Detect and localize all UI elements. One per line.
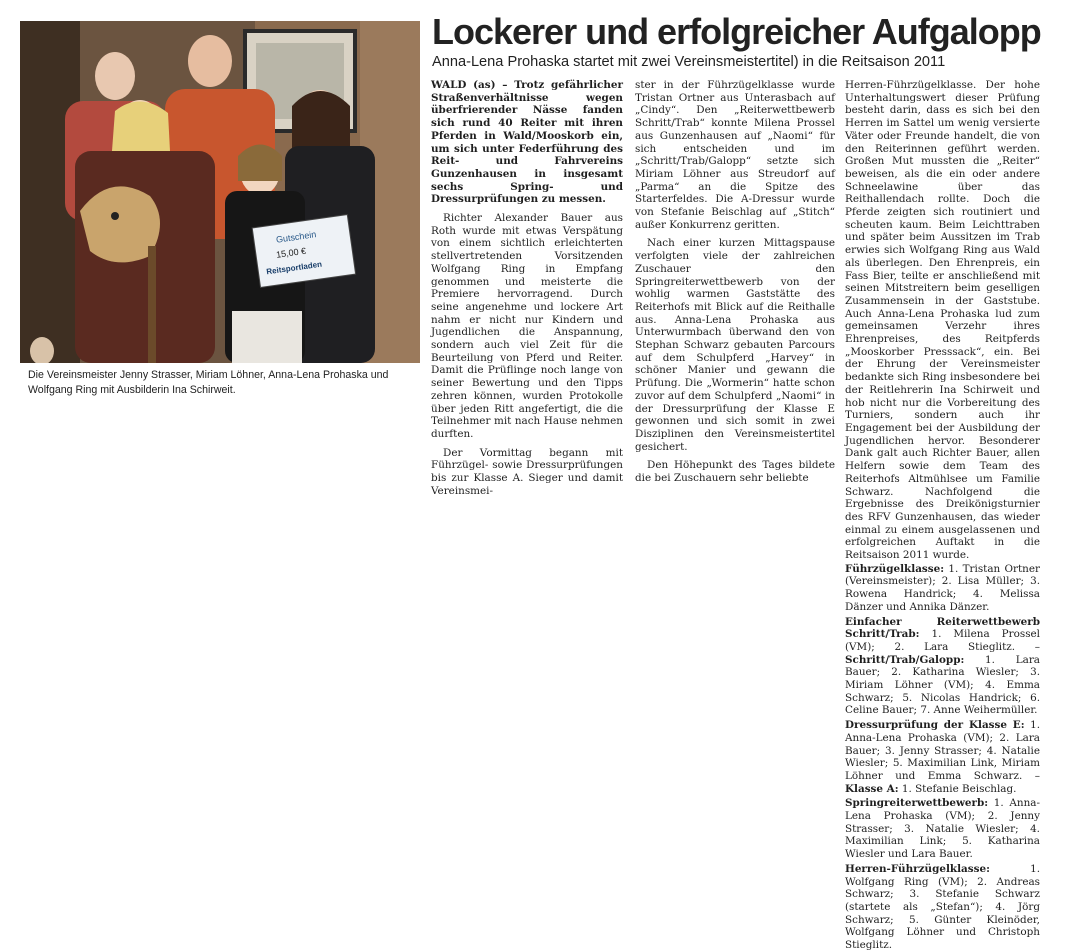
- article-column-1: [431, 79, 623, 498]
- voucher-title: Gutschein: [275, 229, 317, 245]
- result-text: 1. Milena Prossel (VM); 2. Lara Stieglitz. –: [845, 628, 1040, 653]
- article-paragraph: Richter Alexander Bauer aus Roth wurde mit etwas Verspätung von einem sichtlich erleichterten stellvertretenden Vorsitzenden Wolfgang Ring in Empfang genommen und meisterte die Premiere hervorragend. Durch seine angenehme und lockere Art nahm er nicht nur Kindern und Jugendlichen die Anspannung, sondern auch viel Zeit für die Beurteilung von Pferd und Reiter. Damit die Prüflinge noch lange von seiner Bewertung und den Tipps zehren können, wurden Protokolle über jeden Ritt angefertigt, die die Teilnehmer mit nach Hause nehmen durften.: [431, 212, 623, 440]
- result-text: 1. Anna-Lena Prohaska (VM); 2. Lara Bauer; 3. Jenny Strasser; 4. Natalie Wiesler; 5. Maximilian Link, Miriam Löhner und Emma Schwarz. –: [845, 719, 1041, 782]
- article-column-3: [845, 79, 1040, 952]
- result-entry: [845, 863, 1040, 952]
- result-label: Einfacher Reiterwettbewerb Schritt/Trab:: [845, 615, 1040, 641]
- voucher-shop: Reitsportladen: [265, 259, 323, 277]
- article-paragraph: Nach einer kurzen Mittagspause verfolgten viele der zahlreichen Zuschauer den Springreiterwettbewerb von der wohlig warmen Gaststätte des Reiterhofs mit Blick auf die Reithalle aus. Anna-Lena Prohaska aus Unterwurmbach überwand den von Stephan Schwarz gebauten Parcours auf dem Schulpferd „Harvey“ in schöner Manier und gewann die Prüfung. Die „Wormerin“ hatte schon zuvor auf dem Schulpferd „Naomi“ in der Dressurprüfung der Klasse E gewonnen und sich somit in zwei Disziplinen den Vereinsmeistertitel gesichert.: [635, 237, 835, 453]
- photo-illustration: [20, 21, 420, 363]
- result-label: Schritt/Trab/Galopp:: [845, 653, 965, 666]
- article-photo: [20, 21, 420, 363]
- article-subheadline: Anna-Lena Prohaska startet mit zwei Vereinsmeistertitel) in die Reitsaison 2011: [432, 54, 946, 70]
- voucher-amount: 15,00 €: [275, 245, 307, 260]
- result-label: Dressurprüfung der Klasse E:: [845, 719, 1025, 732]
- result-label: Führzügelklasse:: [845, 562, 945, 575]
- article-paragraph: Der Vormittag begann mit Führzügel- sowie Dressurprüfungen bis zur Klasse A. Sieger und damit Vereinsmei-: [431, 446, 623, 497]
- result-text: 1. Tristan Ortner (Vereinsmeister); 2. Lisa Müller; 3. Rowena Handrick; 4. Melissa Dänzer und Annika Dänzer.: [845, 562, 1040, 613]
- result-entry: [845, 563, 1040, 614]
- result-text: 1. Stefanie Beischlag.: [898, 782, 1017, 795]
- result-label: Herren-Führzügelklasse:: [845, 862, 990, 875]
- result-text: 1. Lara Bauer; 2. Katharina Wiesler; 3. Miriam Löhner (VM); 4. Emma Schwarz; 5. Nicolas Handrick; 6. Celine Bauer; 7. Anne Weihermüller.: [845, 653, 1040, 717]
- result-label: Klasse A:: [845, 782, 899, 795]
- article-column-2: [635, 79, 835, 485]
- result-entry: [845, 719, 1040, 795]
- result-text: 1. Wolfgang Ring (VM); 2. Andreas Schwarz; 3. Stefanie Schwarz (startete als „Stefan“); 4. Jörg Schwarz; 5. Günter Kleinöder, Wolfgang Löhner und Christoph Stieglitz.: [845, 862, 1040, 952]
- article-headline: Lockerer und erfolgreicher Aufgalopp: [432, 11, 1041, 52]
- result-text: 1. Anna-Lena Prohaska (VM); 2. Jenny Strasser; 3. Natalie Wiesler; 4. Maximilian Link; 5. Katharina Wiesler und Lara Bauer.: [845, 797, 1040, 861]
- article-paragraph: ster in der Führzügelklasse wurde Tristan Ortner aus Unterasbach auf „Cindy“. Den „Reiterwettbewerb Schritt/Trab“ konnte Milena Prossel aus Gunzenhausen auf „Naomi“ für sich entscheiden und im „Schritt/Trab/Galopp“ setzte sich Miriam Löhner aus Streudorf auf „Parma“ an die Spitze des Starterfeldes. Die A-Dressur wurde von Stefanie Beischlag auf „Stitch“ außer Konkurrenz geritten.: [635, 79, 835, 231]
- article-paragraph: Herren-Führzügelklasse. Der hohe Unterhaltungswert dieser Prüfung besteht darin, dass es sich bei den Herren im Sattel um wenig versierte Väter oder Freunde handelt, die von den Reiterinnen geführt werden. Großen Mut mussten die „Reiter“ beweisen, als die ein oder andere Schneelawine über das Reithallendach rollte. Doch die Pferde zeigten sich routiniert und scheuten kaum. Beim Leichttraben und später beim Aussitzen im Trab erwies sich Wolfgang Ring aus Wald als überlegen. Den Ehrenpreis, ein Fass Bier, teilte er anschließend mit seinen Mitstreitern beim geselligen Zusammensein in der Gaststube. Auch Anna-Lena Prohaska lud zum gemeinsamen Verzehr ihres Ehrenpreises, des Reitpferds „Mooskorber Presssack“, ein. Bei der Ehrung der Vereinsmeister bedankte sich Ring insbesondere bei der Reitlehrerin Ina Schirweit und hob nicht nur die Vorbereitung des Turniers, sondern auch ihr Engagement bei der Ausbildung der Jugendlichen hervor. Besonderer Dank galt auch Richter Bauer, allen Helfern sowie dem Team des Reiterhofs Altmühlsee um Familie Schwarz. Nachfolgend die Ergebnisse des Dreikönigsturnier des RFV Gunzenhausen, das wieder einmal zu einem ausgelassenen und erfolgreichen Auftakt in die Reitsaison 2011 wurde.: [845, 79, 1040, 562]
- result-entry: [845, 797, 1040, 861]
- result-label: Springreiterwettbewerb:: [845, 797, 989, 810]
- article-lead: WALD (as) – Trotz gefährlicher Straßenverhältnisse wegen überfrierender Nässe fanden sich rund 40 Reiter mit ihren Pferden in Wald/Mooskorb ein, um sich unter Federführung des Reit- und Fahrvereins Gunzenhausen in insgesamt sechs Spring- und Dressurprüfungen zu messen.: [431, 79, 623, 206]
- article-paragraph: Den Höhepunkt des Tages bildete die bei Zuschauern sehr beliebte: [635, 459, 835, 485]
- photo-caption: Die Vereinsmeister Jenny Strasser, Miriam Löhner, Anna-Lena Prohaska und Wolfgang Ring mit Ausbilderin Ina Schirweit.: [28, 369, 389, 396]
- result-entry: [845, 616, 1040, 718]
